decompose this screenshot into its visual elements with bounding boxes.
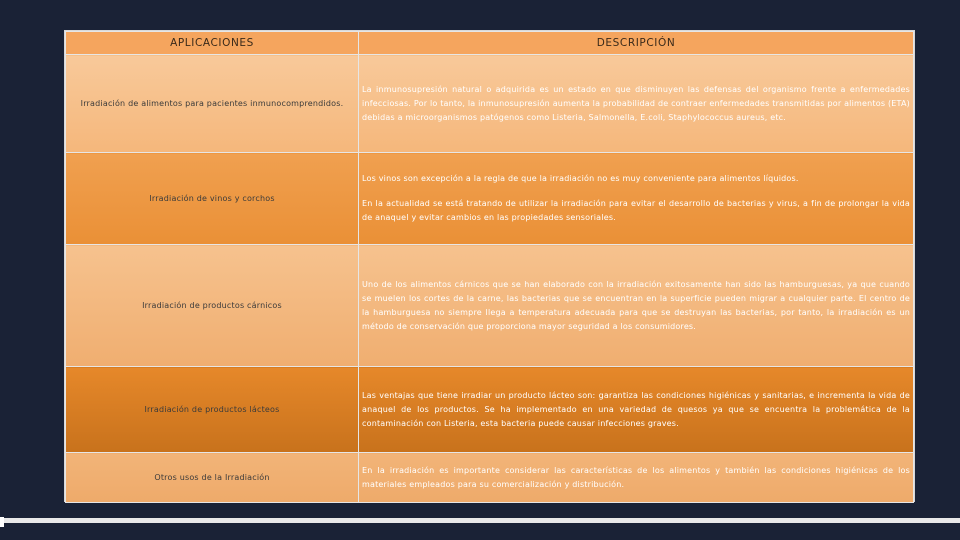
description-text: La inmunosupresión natural o adquirida es un estado en que disminuyen las defensas del organismo frente a enfermedades infecciosas. Por lo tanto, la inmunosupresión aumenta la probabilidad de contraer enfermedades transmitidas por alimentos (ETA) debidas a microorganismos patógenos como Listeria, Salmonella, E.coli, Staphylococcus aureus, etc. xyxy=(362,84,910,122)
footer-accent xyxy=(0,517,4,527)
description-cell xyxy=(359,245,914,367)
description-cell xyxy=(359,55,914,153)
table-header-row xyxy=(66,32,914,55)
description-text: En la irradiación es importante considerar las características de los alimentos y también las condiciones higiénicas de los materiales empleados para su comercialización y distribución. xyxy=(362,465,910,489)
table-row xyxy=(66,367,914,453)
description-cell xyxy=(359,367,914,453)
table-row xyxy=(66,55,914,153)
description-text: Uno de los alimentos cárnicos que se han elaborado con la irradiación exitosamente han sido las hamburguesas, ya que cuando se muelen los cortes de la carne, las bacterias que se encuentran en la superficie pueden migrar a cualquier parte. El centro de la hamburguesa no siempre llega a temperatura adecuada para que se destruyan las bacterias, por tanto, la irradiación es un método de conservación que proporciona mayor seguridad a los consumidores. xyxy=(362,279,910,331)
description-cell xyxy=(359,153,914,245)
table-row xyxy=(66,453,914,503)
application-cell: Irradiación de productos lácteos xyxy=(66,367,359,453)
application-cell: Irradiación de productos cárnicos xyxy=(66,245,359,367)
description-text: En la actualidad se está tratando de utilizar la irradiación para evitar el desarrollo de bacterias y virus, a fin de prolongar la vida de anaquel y evitar cambios en las propiedades sensoriales. xyxy=(362,199,910,222)
description-text: Las ventajas que tiene irradiar un producto lácteo son: garantiza las condiciones higiénicas y sanitarias, e incrementa la vida de anaquel de los productos. Se ha implementado en una variedad de quesos ya que se encuentra la problemática de la contaminación con Listeria, esta bacteria puede causar infecciones graves. xyxy=(362,390,910,428)
footer-bar xyxy=(0,518,960,523)
applications-table xyxy=(64,30,915,502)
table-row xyxy=(66,245,914,367)
table xyxy=(65,31,914,503)
description-text: Los vinos son excepción a la regla de que la irradiación no es muy conveniente para alimentos líquidos. xyxy=(362,174,799,183)
table-row xyxy=(66,153,914,245)
header-aplicaciones: APLICACIONES xyxy=(66,32,359,55)
description-cell xyxy=(359,453,914,503)
header-descripcion: DESCRIPCIÓN xyxy=(359,32,914,55)
application-cell: Irradiación de vinos y corchos xyxy=(66,153,359,245)
application-cell: Otros usos de la Irradiación xyxy=(66,453,359,503)
application-cell: Irradiación de alimentos para pacientes inmunocomprendidos. xyxy=(66,55,359,153)
